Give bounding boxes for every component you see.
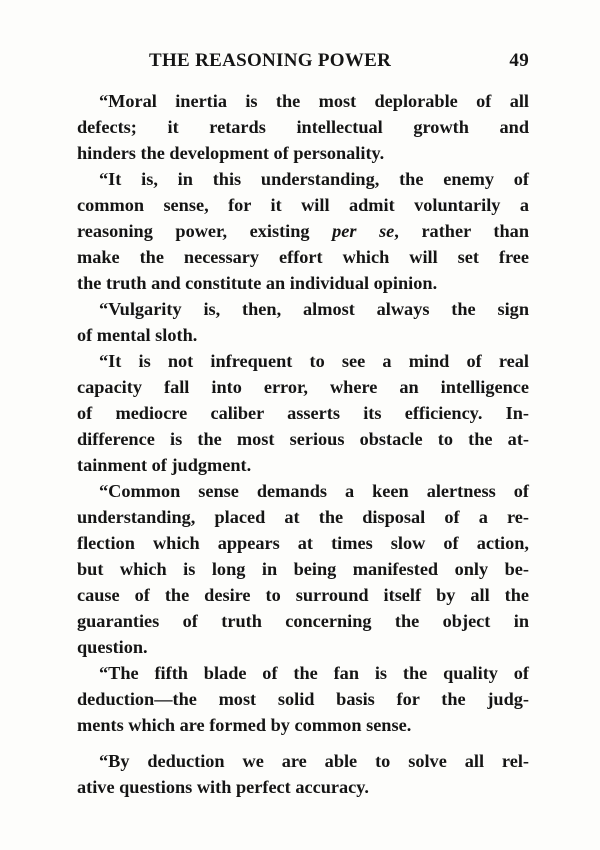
text-line: the truth and constitute an individual opinion.	[77, 273, 438, 293]
paragraph	[77, 348, 529, 478]
text-line: flection which appears at times slow of action,	[77, 533, 529, 553]
page-number: 49	[509, 50, 529, 71]
paragraph	[77, 748, 529, 800]
chapter-title: THE REASONING POWER	[149, 50, 392, 71]
text-line: tainment of judgment.	[77, 455, 252, 475]
italic-phrase: per se	[332, 221, 395, 241]
running-header	[77, 50, 529, 80]
text-line: deduction—the most solid basis for the judg-	[77, 689, 529, 709]
text-line: “Common sense demands a keen alertness of	[99, 481, 529, 501]
text-line: defects; it retards intellectual growth and	[77, 117, 529, 137]
text-line: ative questions with perfect accuracy.	[77, 777, 369, 797]
text-line: cause of the desire to surround itself by all the	[77, 585, 529, 605]
text-line: understanding, placed at the disposal of a re-	[77, 507, 529, 527]
page-body	[77, 88, 529, 800]
text-line: hinders the development of personality.	[77, 143, 385, 163]
text-line: common sense, for it will admit voluntarily a	[77, 195, 529, 215]
text-line: but which is long in being manifested only be-	[77, 559, 529, 579]
text-line: “It is, in this understanding, the enemy of	[99, 169, 529, 189]
text-line: “Vulgarity is, then, almost always the sign	[99, 299, 529, 319]
text-line: reasoning power, existing per se, rather than	[77, 221, 529, 241]
text-line: “It is not infrequent to see a mind of real	[99, 351, 529, 371]
paragraph	[77, 296, 529, 348]
text-line: “By deduction we are able to solve all rel-	[99, 751, 529, 771]
text-line: of mediocre caliber asserts its efficiency. In-	[77, 403, 529, 423]
paragraph	[77, 88, 529, 166]
text-line: difference is the most serious obstacle to the at-	[77, 429, 529, 449]
text-line: of mental sloth.	[77, 325, 198, 345]
text-line: capacity fall into error, where an intelligence	[77, 377, 529, 397]
text-line: “The fifth blade of the fan is the quality of	[99, 663, 529, 683]
text-line: “Moral inertia is the most deplorable of all	[99, 91, 529, 111]
text-line: guaranties of truth concerning the object in	[77, 611, 529, 631]
text-line: question.	[77, 637, 148, 657]
text-line: make the necessary effort which will set free	[77, 247, 529, 267]
paragraph	[77, 660, 529, 738]
text-line: ments which are formed by common sense.	[77, 715, 412, 735]
paragraph	[77, 166, 529, 296]
paragraph	[77, 478, 529, 660]
